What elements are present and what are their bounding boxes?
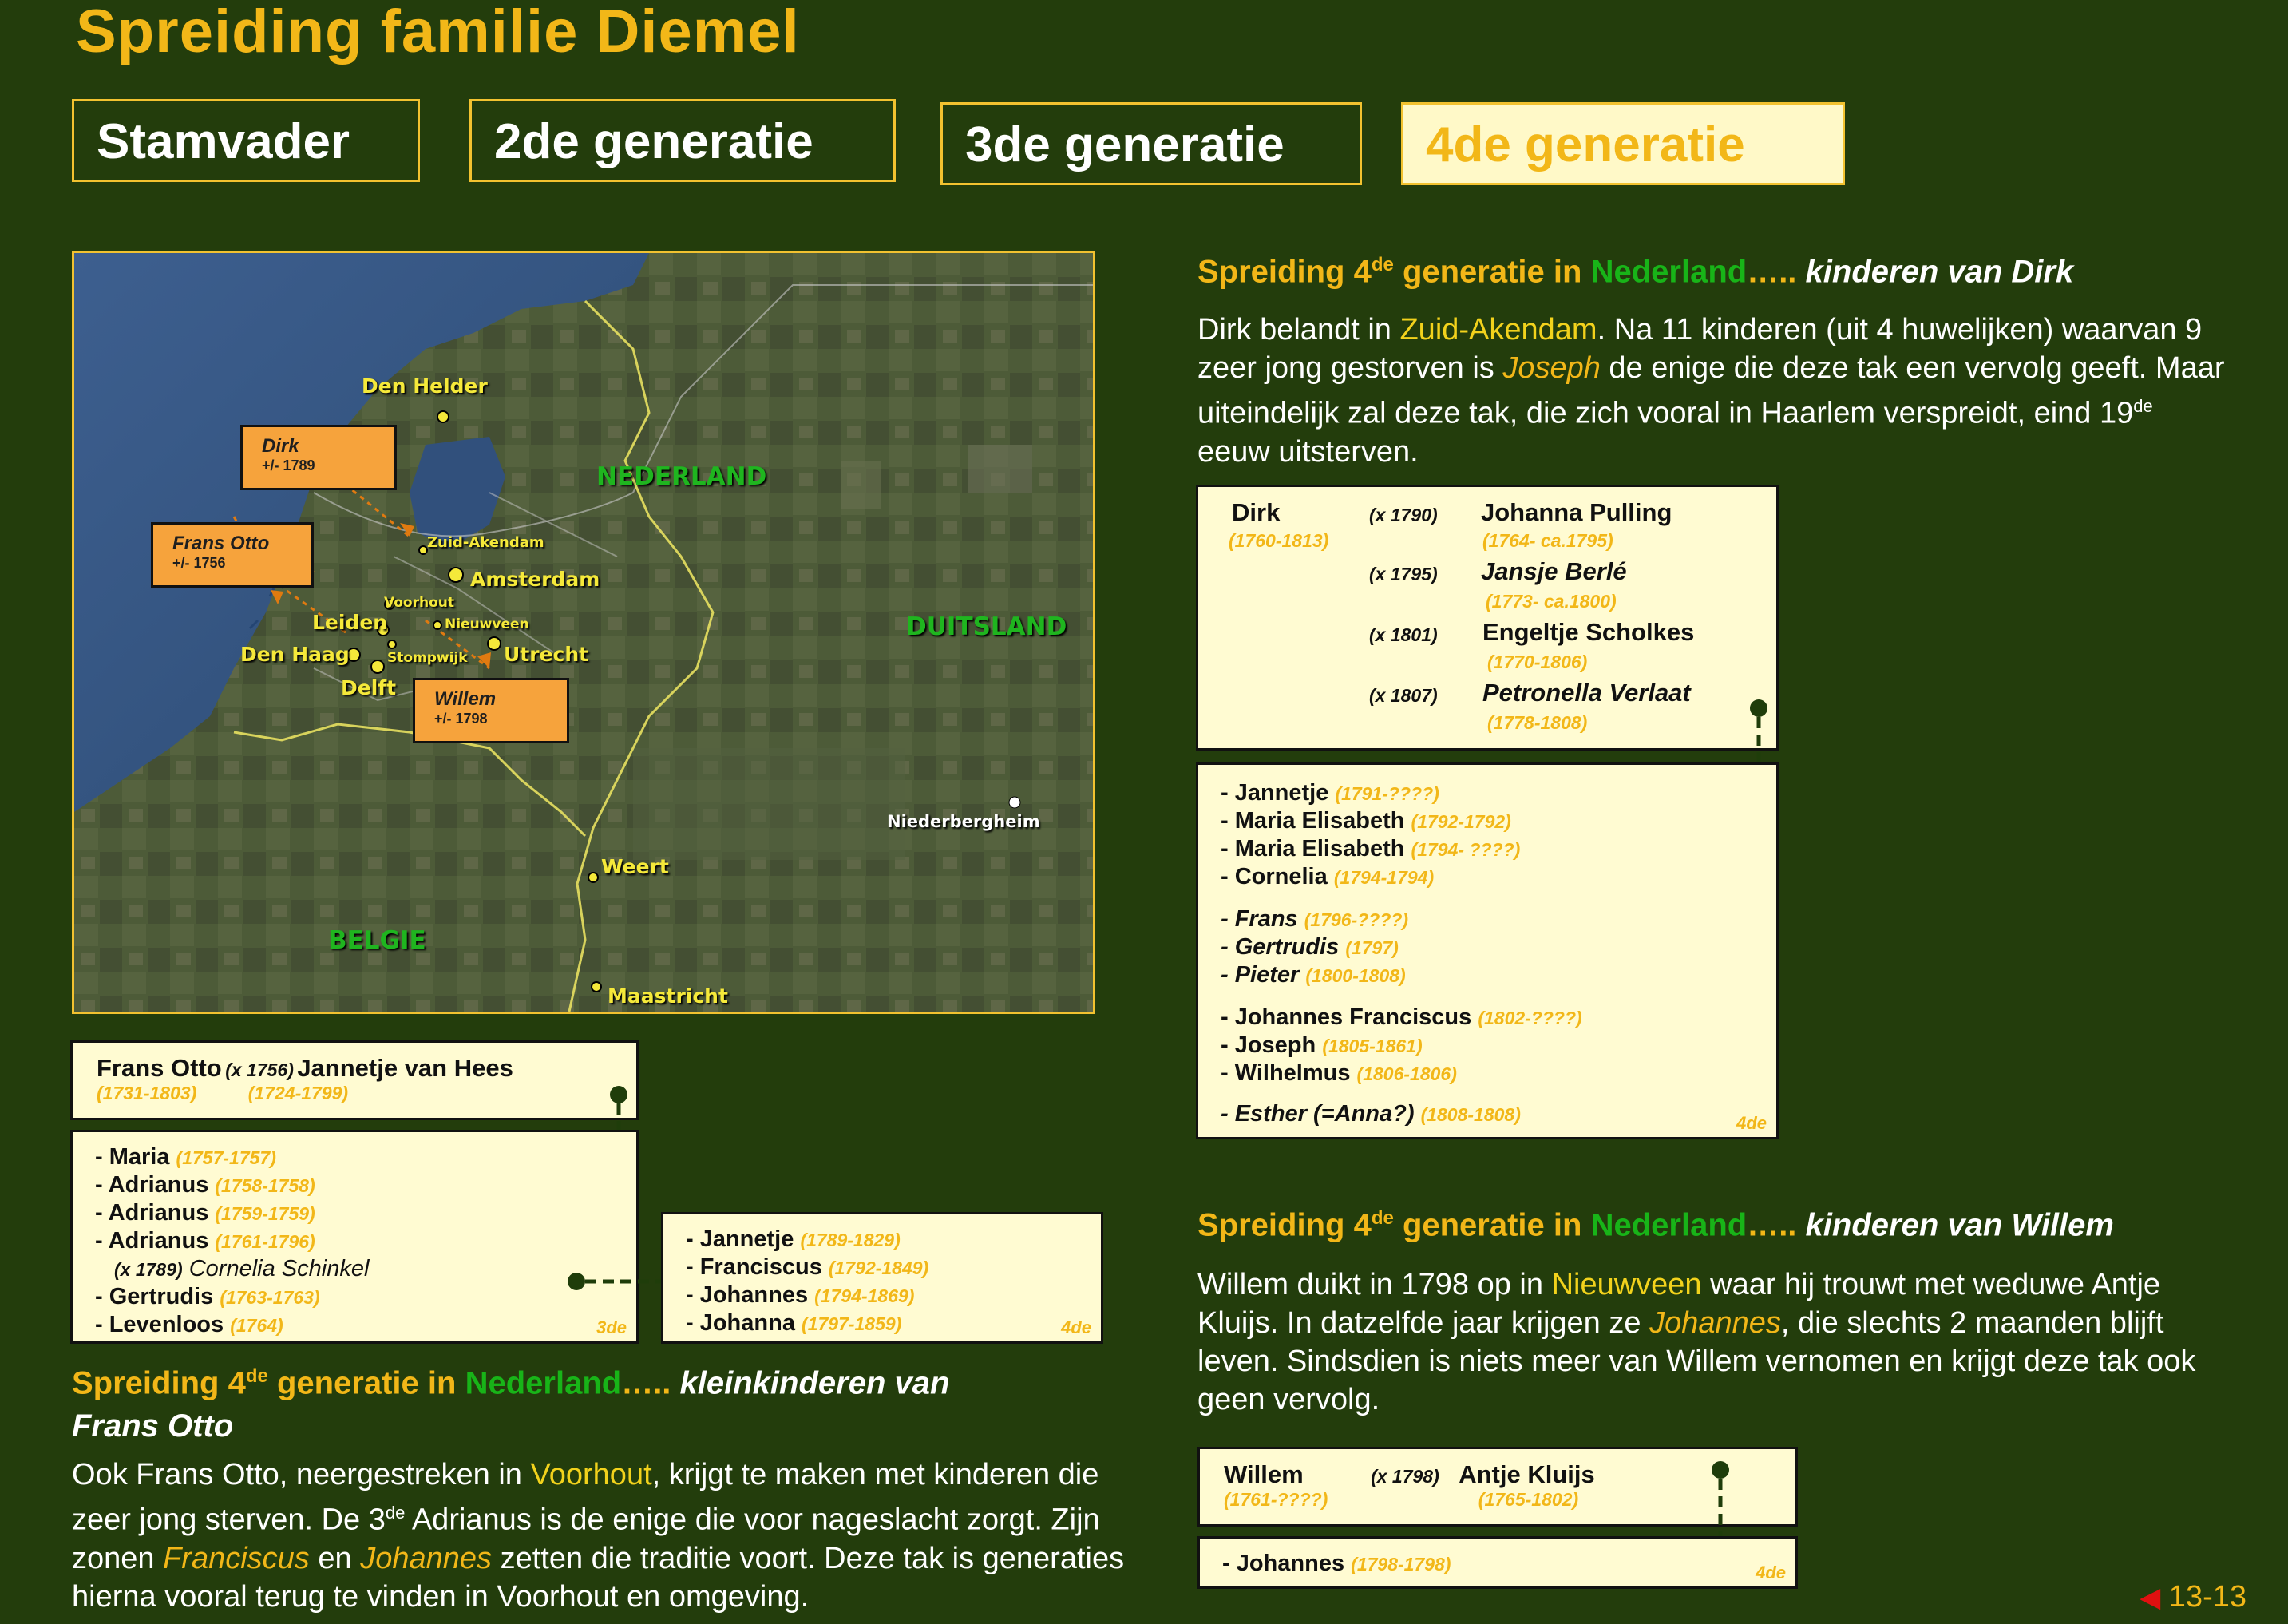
child-item: - Johannes Franciscus (1802-????) — [1221, 1004, 1582, 1030]
place-stompwijk: Stompwijk — [387, 650, 468, 666]
place-weert: Weert — [601, 855, 669, 878]
page-number: 13-13 — [2168, 1580, 2246, 1614]
tag-name: Dirk — [262, 435, 299, 457]
child-item: - Frans (1796-????) — [1221, 906, 1409, 932]
wife-name: Antje Kluijs — [1459, 1460, 1595, 1488]
frans-grandchildren-box — [661, 1212, 1103, 1344]
section-text-frans: Ook Frans Otto, neergestreken in Voorhout, krijgt te maken met kinderen die zeer jong sterven. De 3de Adrianus is de enige die voor nageslacht zorgt. Zijn zonen Franciscus en Johannes zetten die traditie voort. Deze tak is generaties hierna vooral terug te vinden in Voorhout en omgeving. — [72, 1458, 1125, 1614]
section-text-willem: Willem duikt in 1798 op in Nieuwveen waar hij trouwt met weduwe Antje Kluijs. In datzelfde jaar krijgen ze Johannes, die slechts 2 maanden blijft leven. Sindsdien is niets meer van Willem vernomen en krijgt deze tak ook geen vervolg. — [1197, 1268, 2196, 1416]
section-heading-dirk: Spreiding 4de generatie in Nederland….. kinderen van Dirk — [1197, 254, 2074, 290]
map-netherlands — [72, 251, 1095, 1014]
wife-name: Jannetje van Hees — [297, 1054, 513, 1082]
prev-arrow-icon[interactable]: ◀ — [2140, 1582, 2161, 1613]
tag-date: +/- 1756 — [172, 555, 226, 571]
wife-years: (1778-1808) — [1487, 712, 1588, 733]
tab-stamvader[interactable]: Stamvader — [72, 99, 420, 182]
child-item: - Joseph (1805-1861) — [1221, 1032, 1423, 1058]
child-item: - Cornelia (1794-1794) — [1221, 864, 1435, 889]
husband-years: (1760-1813) — [1229, 530, 1329, 551]
country-belgie: BELGIE — [328, 926, 426, 955]
spouse-line: (x 1789) Cornelia Schinkel — [114, 1256, 370, 1281]
frans-parents-box — [70, 1040, 639, 1120]
country-nederland: NEDERLAND — [596, 462, 767, 491]
tab-3de-generatie[interactable]: 3de generatie — [940, 102, 1362, 185]
place-niederbergheim: Niederbergheim — [887, 812, 1040, 831]
marriage-year: (x 1795) — [1369, 564, 1438, 584]
place-maastricht: Maastricht — [608, 984, 728, 1008]
place-amsterdam: Amsterdam — [470, 568, 600, 591]
child-item: - Johannes (1798-1798) — [1222, 1551, 1451, 1576]
wife-name: Engeltje Scholkes — [1482, 618, 1695, 646]
place-den-haag: Den Haag — [240, 643, 350, 666]
tab-2de-generatie[interactable]: 2de generatie — [469, 99, 896, 182]
child-item: - Gertrudis (1797) — [1221, 934, 1399, 960]
generation-label: 4de — [1736, 1113, 1767, 1133]
husband-name: Frans Otto — [97, 1054, 222, 1082]
frans-children-box — [70, 1130, 639, 1344]
country-duitsland: DUITSLAND — [906, 612, 1067, 641]
tag-name: Frans Otto — [172, 533, 270, 554]
place-leiden: Leiden — [312, 611, 388, 634]
generation-label: 4de — [1756, 1563, 1786, 1582]
marriage-year: (x 1807) — [1369, 685, 1438, 706]
place-nieuwveen: Nieuwveen — [445, 616, 529, 632]
place-delft: Delft — [341, 676, 397, 699]
wife-name: Johanna Pulling — [1481, 498, 1672, 526]
husband-name: Dirk — [1232, 498, 1281, 526]
child-item: - Esther (=Anna?) (1808-1808) — [1221, 1101, 1521, 1127]
generation-label: 3de — [596, 1317, 627, 1337]
place-voorhout: Voorhout — [384, 595, 454, 611]
child-item: - Johanna (1797-1859) — [686, 1310, 902, 1336]
child-item: - Maria Elisabeth (1792-1792) — [1221, 808, 1511, 834]
tag-date: +/- 1798 — [434, 711, 488, 727]
husband-years: (1731-1803) — [97, 1083, 197, 1103]
child-item: - Adrianus (1758-1758) — [95, 1172, 315, 1198]
dirk-parents-box — [1196, 485, 1779, 751]
place-den-helder: Den Helder — [362, 374, 488, 398]
child-item: - Adrianus (1761-1796) — [95, 1228, 315, 1254]
section-text-dirk: Dirk belandt in Zuid-Akendam. Na 11 kinderen (uit 4 huwelijken) waarvan 9 zeer jong gestorven is Joseph de enige die deze tak een vervolg geeft. Maar uiteindelijk zal deze tak, die zich vooral in Haarlem verspreidt, eind 19de eeuw uitsterven. — [1197, 313, 2225, 469]
section-heading-willem: Spreiding 4de generatie in Nederland….. kinderen van Willem — [1197, 1207, 2114, 1243]
tag-date: +/- 1789 — [262, 457, 315, 473]
wife-years: (1764- ca.1795) — [1482, 530, 1613, 551]
wife-years: (1773- ca.1800) — [1486, 591, 1617, 612]
dirk-children-box — [1196, 762, 1779, 1139]
pager[interactable] — [2140, 1580, 2246, 1614]
section-heading-frans: Spreiding 4de generatie in Nederland….. kleinkinderen van Frans Otto — [72, 1365, 950, 1444]
husband-years: (1761-????) — [1224, 1489, 1328, 1510]
child-item: - Wilhelmus (1806-1806) — [1221, 1060, 1457, 1086]
generation-label: 4de — [1061, 1317, 1091, 1337]
wife-name: Jansje Berlé — [1481, 557, 1627, 585]
child-item: - Maria Elisabeth (1794- ????) — [1221, 836, 1521, 862]
child-item: - Franciscus (1792-1849) — [686, 1254, 929, 1280]
wife-name: Petronella Verlaat — [1482, 679, 1691, 707]
tab-4de-generatie[interactable]: 4de generatie — [1401, 102, 1845, 185]
child-item: - Adrianus (1759-1759) — [95, 1200, 315, 1226]
map-tag-frans-otto — [151, 522, 314, 588]
place-utrecht: Utrecht — [504, 643, 589, 666]
tag-name: Willem — [434, 688, 497, 710]
child-item: - Levenloos (1764) — [95, 1312, 283, 1337]
husband-name: Willem — [1224, 1460, 1304, 1488]
marriage-year: (x 1798) — [1371, 1466, 1439, 1487]
wife-years: (1724-1799) — [247, 1083, 349, 1103]
child-item: - Jannetje (1791-????) — [1221, 780, 1439, 806]
child-item: - Pieter (1800-1808) — [1221, 962, 1406, 988]
child-item: - Gertrudis (1763-1763) — [95, 1284, 320, 1309]
map-tag-dirk — [240, 425, 397, 490]
place-zuid-akendam: Zuid-Akendam — [427, 534, 544, 551]
child-item: - Maria (1757-1757) — [95, 1144, 276, 1170]
wife-years: (1770-1806) — [1487, 652, 1588, 672]
map-tag-willem — [413, 678, 569, 743]
marriage-year: (x 1790) — [1369, 505, 1438, 525]
child-item: - Johannes (1794-1869) — [686, 1282, 915, 1308]
marriage-year: (x 1756) — [225, 1060, 294, 1080]
child-item: - Jannetje (1789-1829) — [686, 1226, 901, 1252]
willem-children-box — [1197, 1536, 1798, 1589]
wife-years: (1765-1802) — [1478, 1489, 1579, 1510]
page-title: Spreiding familie Diemel — [76, 0, 800, 65]
marriage-year: (x 1801) — [1369, 624, 1438, 645]
